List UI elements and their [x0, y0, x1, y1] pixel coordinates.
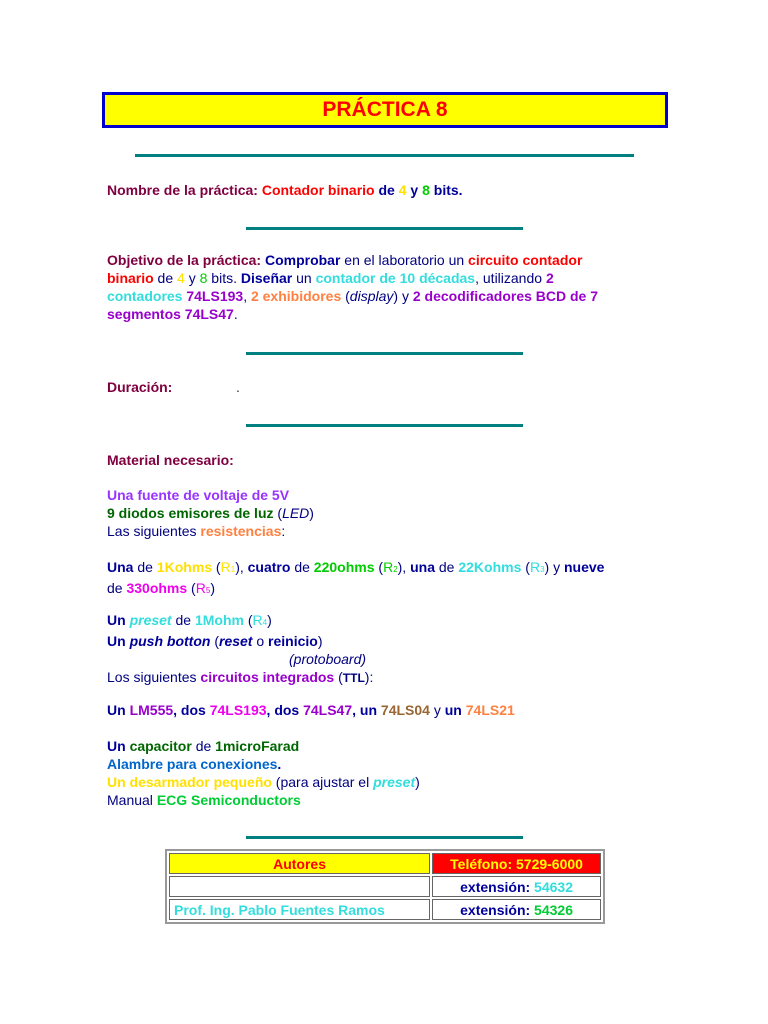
resist-text: 1: [230, 565, 236, 574]
divider-1: [135, 154, 634, 157]
objetivo-label: Objetivo de la práctica:: [107, 252, 262, 268]
manual-text: ECG Semiconductors: [156, 792, 301, 808]
author-cell: Prof. Ing. Pablo Fuentes Ramos: [169, 899, 430, 920]
cap-text: Un: [107, 738, 130, 754]
extension-cell: [432, 876, 601, 897]
objetivo-text: 4: [177, 270, 185, 286]
objetivo-text: Diseñar: [240, 270, 293, 286]
resist-text: 5: [205, 586, 211, 595]
objetivo-text: 2: [545, 270, 554, 286]
ic-text: 74LS193: [209, 702, 267, 718]
extension-label: extensión:: [460, 878, 535, 895]
ic-text: ,: [266, 702, 275, 718]
resist-text: de: [434, 559, 459, 575]
objetivo-text: en el laboratorio un: [340, 252, 469, 268]
push-text: reinicio: [268, 633, 318, 649]
ci-text: (: [334, 669, 343, 685]
desarmador-item: [107, 773, 667, 791]
ci-text: TTL: [342, 671, 365, 685]
objetivo-section: [107, 251, 647, 323]
resist-text: ): [210, 580, 215, 596]
objetivo-text: ) y: [393, 288, 413, 304]
ci-text: circuitos integrados: [200, 669, 335, 685]
resist-text: una: [410, 559, 435, 575]
fuente-item: Una fuente de voltaje de 5V: [107, 487, 290, 503]
objetivo-text: , utilizando: [475, 270, 546, 286]
preset-item: [107, 611, 657, 632]
objetivo-text: segmentos 74LS47: [107, 306, 234, 322]
resist-text: 22Kohms: [458, 559, 522, 575]
ic-text: 74LS47: [303, 702, 353, 718]
objetivo-text: circuito contador: [468, 252, 583, 268]
objetivo-text: 8: [199, 270, 208, 286]
resist-text: 1Kohms: [156, 559, 213, 575]
push-text: reset: [219, 633, 253, 649]
cap-text: de: [191, 738, 216, 754]
diodos-text: ): [309, 505, 314, 521]
autores-header: Autores: [169, 853, 430, 874]
resistencias-item: [107, 522, 314, 540]
objetivo-text: un: [292, 270, 316, 286]
resist-text: 330ohms: [126, 580, 188, 596]
nombre-section: [107, 181, 463, 199]
push-text: (: [210, 633, 219, 649]
objetivo-text: 2 decodificadores BCD de 7: [412, 288, 599, 304]
protoboard-item: (protoboard): [289, 651, 367, 667]
alambre-item: [107, 755, 667, 773]
nombre-text: Contador binario: [261, 182, 375, 198]
duracion-dot: .: [236, 379, 240, 395]
diodos-text: (: [273, 505, 283, 521]
extension-value: 54326: [534, 901, 573, 918]
manual-text: Manual: [107, 792, 157, 808]
resist-text: ) y: [544, 559, 564, 575]
material-list-2: [107, 611, 657, 687]
preset-text: preset: [129, 612, 172, 628]
resist-text: de: [290, 559, 314, 575]
preset-text: 1Mohm: [194, 612, 244, 628]
duracion-label: Duración:: [107, 379, 173, 395]
push-item: [107, 632, 657, 650]
diodos-text: 9 diodos emisores de luz: [107, 505, 274, 521]
objetivo-text: contadores: [107, 288, 187, 304]
ic-text: un: [359, 702, 381, 718]
table-row: [169, 853, 601, 874]
resistencias-detail: [107, 558, 657, 600]
ic-text: un: [444, 702, 466, 718]
resist-text: cuatro: [247, 559, 291, 575]
preset-text: 4: [262, 618, 268, 627]
resist-text: 2: [393, 565, 398, 574]
preset-text: ): [267, 612, 272, 628]
authors-table: [165, 849, 605, 924]
cap-text: capacitor: [129, 738, 192, 754]
ic-text: ,: [173, 702, 181, 718]
desarm-text: Un desarmador pequeño: [107, 774, 272, 790]
resist-text: R: [220, 559, 231, 575]
resist-text: Las siguientes: [107, 523, 201, 539]
objetivo-text: display: [349, 288, 394, 304]
extension-value: 54632: [534, 878, 573, 895]
objetivo-text: de: [153, 270, 178, 286]
ci-text: ):: [364, 669, 374, 685]
nombre-text: 4: [398, 182, 407, 198]
ic-text: dos: [180, 702, 210, 718]
desarm-text: ): [415, 774, 420, 790]
objetivo-text: (: [341, 288, 350, 304]
resist-text: nueve: [563, 559, 605, 575]
ic-text: 74LS21: [465, 702, 515, 718]
ic-text: LM555: [129, 702, 174, 718]
push-text: ): [317, 633, 323, 649]
ic-text: ,: [352, 702, 360, 718]
ic-text: Un: [107, 702, 130, 718]
objetivo-text: 74LS193: [186, 288, 244, 304]
alambre-text: Alambre para conexiones: [107, 756, 278, 772]
desarm-text: (para ajustar el: [271, 774, 374, 790]
objetivo-text: Comprobar: [264, 252, 341, 268]
material-list-1: [107, 486, 314, 540]
objetivo-text: 2 exhibidores: [250, 288, 342, 304]
ic-text: 74LS04: [380, 702, 430, 718]
objetivo-text: binario: [107, 270, 154, 286]
objetivo-line-2: [107, 269, 647, 287]
objetivo-line-1: [107, 251, 647, 269]
diodos-text: LED: [282, 505, 310, 521]
push-text: push botton: [129, 633, 211, 649]
desarm-text: preset: [373, 774, 416, 790]
extension-label: extensión:: [460, 901, 535, 918]
extension-cell: [432, 899, 601, 920]
objetivo-text: bits.: [207, 270, 241, 286]
resist-text: ),: [397, 559, 411, 575]
material-label: Material necesario:: [107, 452, 234, 468]
page-title: PRÁCTICA 8: [322, 98, 448, 121]
nombre-text: y: [406, 182, 423, 198]
resist-line-1: [107, 558, 657, 579]
nombre-label: Nombre de la práctica:: [107, 182, 258, 198]
telefono-header: Teléfono: 5729-6000: [432, 853, 601, 874]
resist-text: resistencias: [200, 523, 282, 539]
ic-text: dos: [274, 702, 304, 718]
resist-text: (: [374, 559, 384, 575]
resist-text: de: [107, 580, 127, 596]
table-row: [169, 899, 601, 920]
resist-text: (: [187, 580, 196, 596]
alambre-text: .: [277, 756, 282, 772]
diodos-item: [107, 504, 314, 522]
objetivo-line-4: [107, 305, 647, 323]
objetivo-text: contador de 10 décadas: [315, 270, 476, 286]
objetivo-text: .: [233, 306, 238, 322]
table-row: [169, 876, 601, 897]
divider-4: [246, 424, 523, 427]
ci-item: [107, 668, 657, 687]
material-list-3: [107, 737, 667, 809]
ci-text: Los siguientes: [107, 669, 201, 685]
capacitor-item: [107, 737, 667, 755]
ic-list: [107, 701, 667, 719]
preset-text: Un: [107, 612, 130, 628]
title-box: [102, 92, 668, 128]
resist-text: R: [383, 559, 394, 575]
divider-3: [246, 352, 523, 355]
resist-text: ),: [235, 559, 248, 575]
resist-text: (: [212, 559, 221, 575]
resist-text: R: [529, 559, 541, 575]
resist-text: de: [133, 559, 157, 575]
divider-5: [246, 836, 523, 839]
nombre-text: 8: [422, 182, 430, 198]
objetivo-text: y: [184, 270, 200, 286]
resist-text: :: [281, 523, 286, 539]
preset-text: (: [243, 612, 253, 628]
preset-text: R: [252, 612, 263, 628]
ic-text: y: [429, 702, 445, 718]
objetivo-text: ,: [243, 288, 251, 304]
author-cell-empty: [169, 876, 430, 897]
manual-item: [107, 791, 667, 809]
resist-text: 3: [540, 565, 545, 574]
push-text: Un: [107, 633, 130, 649]
preset-text: de: [171, 612, 195, 628]
nombre-text: bits.: [429, 182, 463, 198]
nombre-text: de: [374, 182, 399, 198]
divider-2: [246, 227, 523, 230]
resist-text: 220ohms: [313, 559, 375, 575]
push-text: o: [252, 633, 269, 649]
resist-text: R: [195, 580, 206, 596]
objetivo-line-3: [107, 287, 647, 305]
cap-text: 1microFarad: [215, 738, 300, 754]
resist-line-2: [107, 579, 657, 600]
resist-text: Una: [107, 559, 134, 575]
resist-text: (: [521, 559, 530, 575]
